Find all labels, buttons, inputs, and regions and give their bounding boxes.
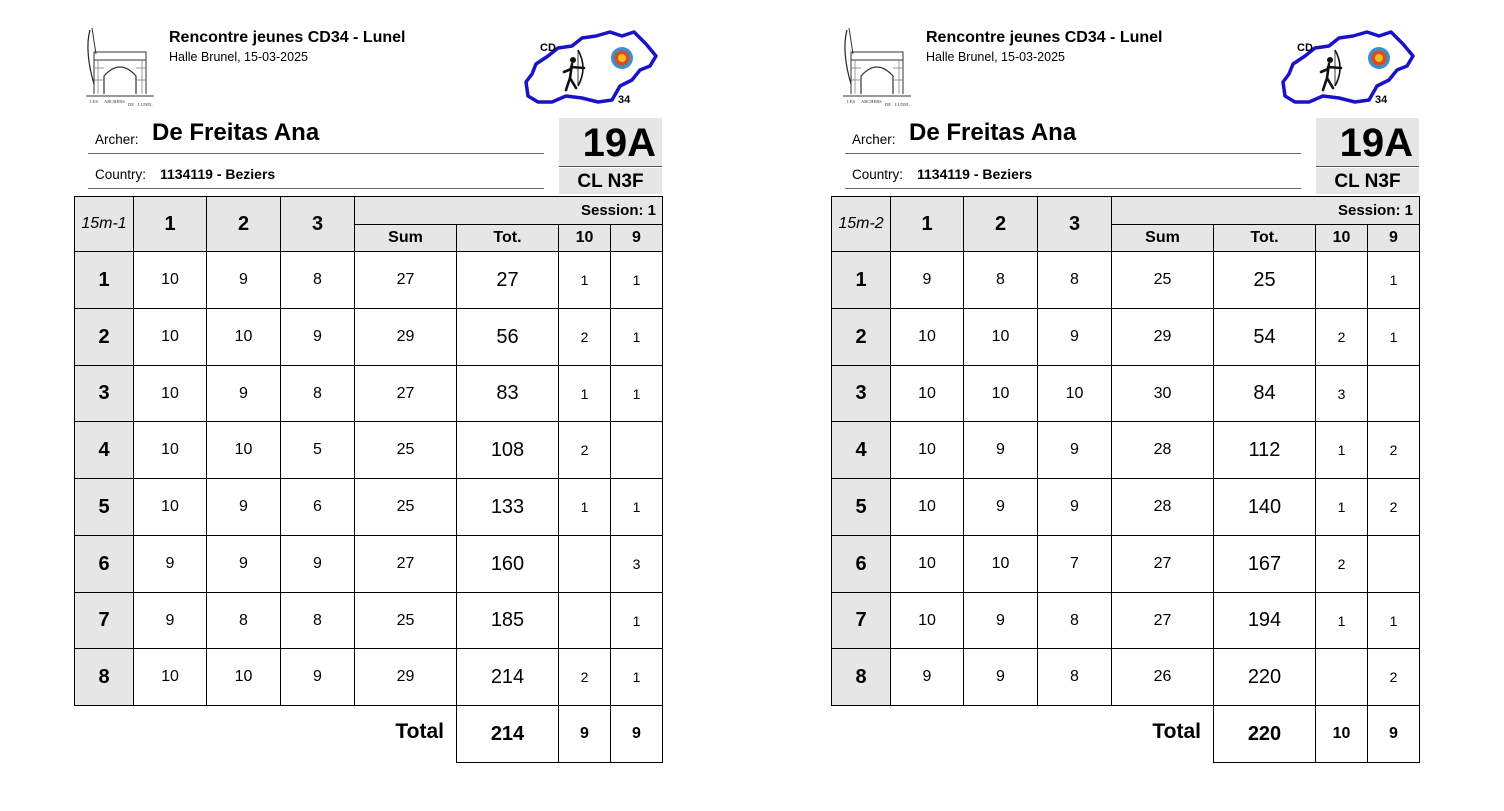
end-sum: 27 xyxy=(354,535,457,593)
tens-count xyxy=(558,592,611,649)
arrow-3: 9 xyxy=(1037,478,1112,536)
category-badge: CL N3F xyxy=(1316,168,1419,194)
archer-name: De Freitas Ana xyxy=(909,119,1077,146)
svg-text:CD: CD xyxy=(540,42,556,54)
arrow-2: 9 xyxy=(206,251,281,309)
arrow-3: 5 xyxy=(280,421,355,479)
running-total: 220 xyxy=(1213,648,1316,706)
nines-count: 3 xyxy=(610,535,663,593)
header-arrow-2: 2 xyxy=(963,196,1038,252)
arrow-1: 10 xyxy=(133,478,207,536)
arrow-3: 10 xyxy=(1037,365,1112,422)
country-label: Country: xyxy=(852,167,904,182)
total-tens: 10 xyxy=(1315,705,1368,763)
arrow-2: 10 xyxy=(963,535,1038,593)
tens-count: 1 xyxy=(558,251,611,309)
arrow-2: 9 xyxy=(206,535,281,593)
end-sum: 26 xyxy=(1111,648,1214,706)
header-total: Tot. xyxy=(456,224,559,252)
arrow-2: 9 xyxy=(206,478,281,536)
running-total: 56 xyxy=(456,308,559,366)
running-total: 167 xyxy=(1213,535,1316,593)
end-number: 2 xyxy=(831,308,891,366)
running-total: 194 xyxy=(1213,592,1316,649)
end-sum: 27 xyxy=(1111,535,1214,593)
end-number: 2 xyxy=(74,308,134,366)
arrow-3: 8 xyxy=(1037,592,1112,649)
arrow-1: 10 xyxy=(890,478,964,536)
arrow-3: 8 xyxy=(1037,251,1112,309)
arrow-1: 9 xyxy=(890,251,964,309)
running-total: 112 xyxy=(1213,421,1316,479)
header-tens: 10 xyxy=(1315,224,1368,252)
header-nines: 9 xyxy=(1367,224,1420,252)
tens-count: 1 xyxy=(1315,421,1368,479)
header-sum: Sum xyxy=(1111,224,1214,252)
arrow-2: 9 xyxy=(963,648,1038,706)
arrow-2: 9 xyxy=(963,478,1038,536)
total-nines: 9 xyxy=(610,705,663,763)
total-label: Total xyxy=(395,720,444,743)
country-label: Country: xyxy=(95,167,147,182)
arrow-2: 9 xyxy=(206,365,281,422)
header-tens: 10 xyxy=(558,224,611,252)
target-number: 19A xyxy=(559,118,662,166)
total-label: Total xyxy=(1152,720,1201,743)
svg-text:DE: DE xyxy=(128,102,134,107)
tens-count: 2 xyxy=(1315,308,1368,366)
end-number: 1 xyxy=(831,251,891,309)
arrow-1: 9 xyxy=(133,535,207,593)
end-sum: 28 xyxy=(1111,478,1214,536)
svg-text:ARCHERS: ARCHERS xyxy=(104,99,125,104)
tens-count: 1 xyxy=(1315,478,1368,536)
event-subtitle: Halle Brunel, 15-03-2025 xyxy=(926,50,1065,64)
tens-count: 1 xyxy=(1315,592,1368,649)
end-number: 7 xyxy=(831,592,891,649)
cd34-logo-icon xyxy=(1279,24,1423,108)
end-sum: 30 xyxy=(1111,365,1214,422)
arrow-1: 10 xyxy=(133,648,207,706)
arrow-1: 10 xyxy=(890,365,964,422)
end-number: 5 xyxy=(74,478,134,536)
nines-count xyxy=(1367,535,1420,593)
header-arrow-1: 1 xyxy=(890,196,964,252)
nines-count: 2 xyxy=(1367,421,1420,479)
scorecard-2 xyxy=(831,0,1431,811)
arrow-3: 9 xyxy=(280,535,355,593)
nines-count: 2 xyxy=(1367,648,1420,706)
svg-text:ARCHERS: ARCHERS xyxy=(861,99,882,104)
nines-count: 1 xyxy=(610,251,663,309)
nines-count: 1 xyxy=(610,365,663,422)
running-total: 214 xyxy=(456,648,559,706)
arrow-2: 10 xyxy=(963,365,1038,422)
country-value: 1134119 - Beziers xyxy=(160,166,276,182)
arrow-1: 10 xyxy=(133,421,207,479)
running-total: 84 xyxy=(1213,365,1316,422)
tens-count: 2 xyxy=(558,308,611,366)
running-total: 160 xyxy=(456,535,559,593)
end-sum: 27 xyxy=(1111,592,1214,649)
arrow-2: 10 xyxy=(963,308,1038,366)
arrow-1: 9 xyxy=(133,592,207,649)
end-number: 3 xyxy=(831,365,891,422)
archers-de-lunel-logo-icon xyxy=(837,24,917,108)
arrow-1: 9 xyxy=(890,648,964,706)
svg-text:LUNEL: LUNEL xyxy=(895,102,910,107)
running-total: 140 xyxy=(1213,478,1316,536)
running-total: 108 xyxy=(456,421,559,479)
tens-count: 2 xyxy=(1315,535,1368,593)
archers-de-lunel-logo-icon xyxy=(80,24,160,108)
distance-label: 15m-2 xyxy=(831,196,891,252)
arrow-2: 10 xyxy=(206,421,281,479)
running-total: 133 xyxy=(456,478,559,536)
end-number: 8 xyxy=(831,648,891,706)
nines-count: 1 xyxy=(610,592,663,649)
category-badge: CL N3F xyxy=(559,168,662,194)
nines-count xyxy=(610,421,663,479)
end-sum: 25 xyxy=(354,592,457,649)
header-arrow-2: 2 xyxy=(206,196,281,252)
end-sum: 27 xyxy=(354,365,457,422)
arrow-3: 9 xyxy=(1037,308,1112,366)
event-subtitle: Halle Brunel, 15-03-2025 xyxy=(169,50,308,64)
arrow-1: 10 xyxy=(890,421,964,479)
end-number: 8 xyxy=(74,648,134,706)
end-number: 6 xyxy=(831,535,891,593)
tens-count: 3 xyxy=(1315,365,1368,422)
running-total: 25 xyxy=(1213,251,1316,309)
divider xyxy=(1316,166,1419,167)
tens-count xyxy=(1315,251,1368,309)
archer-label: Archer: xyxy=(852,132,896,147)
cd34-logo-icon xyxy=(522,24,666,108)
end-sum: 28 xyxy=(1111,421,1214,479)
total-score: 220 xyxy=(1213,705,1316,763)
arrow-3: 7 xyxy=(1037,535,1112,593)
svg-text:34: 34 xyxy=(618,94,631,106)
end-sum: 29 xyxy=(1111,308,1214,366)
running-total: 27 xyxy=(456,251,559,309)
tens-count: 2 xyxy=(558,421,611,479)
divider xyxy=(88,153,544,154)
scorecard-1 xyxy=(74,0,674,811)
total-nines: 9 xyxy=(1367,705,1420,763)
end-number: 5 xyxy=(831,478,891,536)
divider xyxy=(845,153,1301,154)
arrow-2: 8 xyxy=(963,251,1038,309)
tens-count xyxy=(558,535,611,593)
end-number: 3 xyxy=(74,365,134,422)
event-title: Rencontre jeunes CD34 - Lunel xyxy=(926,29,1163,46)
nines-count: 1 xyxy=(1367,251,1420,309)
arrow-1: 10 xyxy=(890,308,964,366)
arrow-3: 9 xyxy=(280,308,355,366)
nines-count: 1 xyxy=(610,648,663,706)
total-tens: 9 xyxy=(558,705,611,763)
divider xyxy=(845,188,1301,189)
svg-text:CD: CD xyxy=(1297,42,1313,54)
divider xyxy=(559,166,662,167)
header-sum: Sum xyxy=(354,224,457,252)
end-number: 1 xyxy=(74,251,134,309)
header-nines: 9 xyxy=(610,224,663,252)
nines-count: 1 xyxy=(610,478,663,536)
end-sum: 29 xyxy=(354,648,457,706)
svg-text:LUNEL: LUNEL xyxy=(138,102,153,107)
running-total: 83 xyxy=(456,365,559,422)
target-number: 19A xyxy=(1316,118,1419,166)
nines-count: 1 xyxy=(610,308,663,366)
svg-text:DE: DE xyxy=(885,102,891,107)
nines-count: 1 xyxy=(1367,308,1420,366)
arrow-3: 8 xyxy=(1037,648,1112,706)
tens-count: 1 xyxy=(558,478,611,536)
arrow-2: 9 xyxy=(963,592,1038,649)
arrow-2: 10 xyxy=(206,648,281,706)
end-number: 7 xyxy=(74,592,134,649)
arrow-2: 10 xyxy=(206,308,281,366)
event-title: Rencontre jeunes CD34 - Lunel xyxy=(169,29,406,46)
arrow-1: 10 xyxy=(133,251,207,309)
end-number: 4 xyxy=(74,421,134,479)
archer-label: Archer: xyxy=(95,132,139,147)
arrow-1: 10 xyxy=(890,535,964,593)
session-label: Session: 1 xyxy=(354,196,663,225)
end-sum: 27 xyxy=(354,251,457,309)
end-sum: 29 xyxy=(354,308,457,366)
tens-count: 1 xyxy=(558,365,611,422)
archer-name: De Freitas Ana xyxy=(152,119,320,146)
arrow-3: 6 xyxy=(280,478,355,536)
end-sum: 25 xyxy=(354,421,457,479)
running-total: 54 xyxy=(1213,308,1316,366)
arrow-3: 8 xyxy=(280,365,355,422)
arrow-3: 9 xyxy=(1037,421,1112,479)
svg-text:34: 34 xyxy=(1375,94,1388,106)
running-total: 185 xyxy=(456,592,559,649)
arrow-3: 8 xyxy=(280,592,355,649)
header-arrow-1: 1 xyxy=(133,196,207,252)
tens-count: 2 xyxy=(558,648,611,706)
header-total: Tot. xyxy=(1213,224,1316,252)
nines-count xyxy=(1367,365,1420,422)
tens-count xyxy=(1315,648,1368,706)
arrow-1: 10 xyxy=(133,365,207,422)
distance-label: 15m-1 xyxy=(74,196,134,252)
arrow-1: 10 xyxy=(133,308,207,366)
arrow-2: 8 xyxy=(206,592,281,649)
session-label: Session: 1 xyxy=(1111,196,1420,225)
end-sum: 25 xyxy=(1111,251,1214,309)
divider xyxy=(88,188,544,189)
header-arrow-3: 3 xyxy=(280,196,355,252)
svg-text:LES: LES xyxy=(847,99,856,104)
end-number: 4 xyxy=(831,421,891,479)
arrow-3: 9 xyxy=(280,648,355,706)
header-arrow-3: 3 xyxy=(1037,196,1112,252)
svg-text:LES: LES xyxy=(90,99,99,104)
arrow-2: 9 xyxy=(963,421,1038,479)
end-sum: 25 xyxy=(354,478,457,536)
nines-count: 1 xyxy=(1367,592,1420,649)
nines-count: 2 xyxy=(1367,478,1420,536)
country-value: 1134119 - Beziers xyxy=(917,166,1033,182)
total-score: 214 xyxy=(456,705,559,763)
arrow-3: 8 xyxy=(280,251,355,309)
arrow-1: 10 xyxy=(890,592,964,649)
end-number: 6 xyxy=(74,535,134,593)
